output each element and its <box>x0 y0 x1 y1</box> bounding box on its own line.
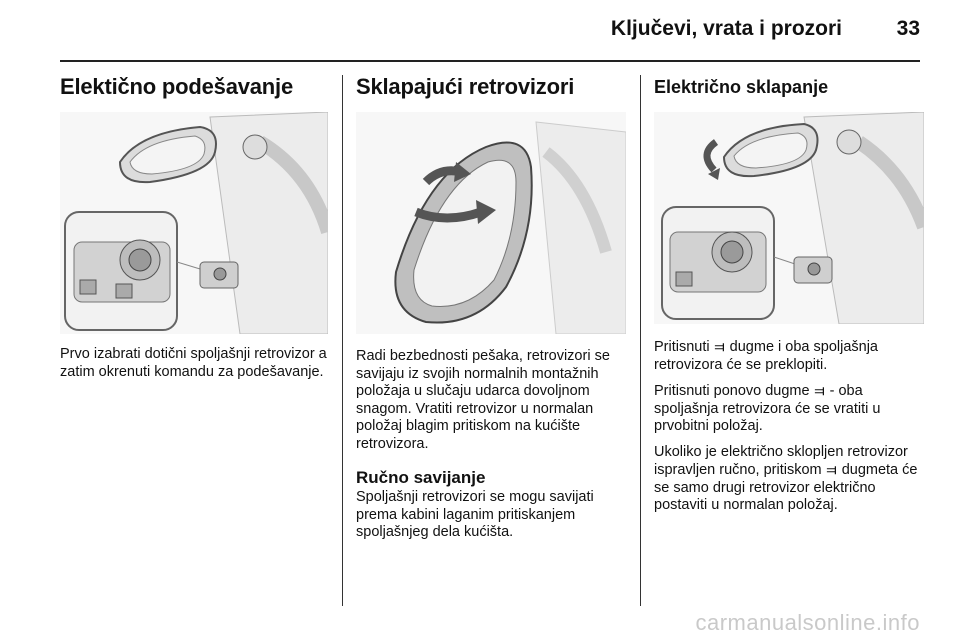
section-folding-mirrors <box>356 70 626 542</box>
section-heading: Elektično podešavanje <box>60 74 293 99</box>
paragraph <box>654 444 924 515</box>
subsection-heading: Ručno savijanje <box>356 468 486 487</box>
header-rule <box>60 60 920 62</box>
mirror-fold-button-icon: ⫤ <box>826 462 837 477</box>
mirror-fold-button-icon: ⫤ <box>814 383 825 398</box>
section-body: Prvo izabrati dotični spoljašnji retrovizor a zatim okrenuti komandu za podešavanje. <box>60 346 327 380</box>
column-divider <box>640 75 641 606</box>
mirror-fold-illustration <box>356 112 626 334</box>
watermark: carmanualsonline.info <box>695 610 920 635</box>
paragraph <box>654 382 924 436</box>
paragraph-text: - oba spoljašnja retrovizora će se vratiti u prvobitni položaj. <box>654 383 881 434</box>
paragraph-text: dugme i oba spoljašnja retrovizora će se preklopiti. <box>654 339 878 373</box>
paragraph-text: Ukoliko je električno sklopljen retrovizor ispravljen ručno, pritiskom <box>654 443 908 478</box>
section-electric-folding <box>654 70 924 523</box>
electric-fold-illustration <box>654 112 924 324</box>
paragraph <box>654 338 924 374</box>
mirror-fold-button-icon: ⫤ <box>714 339 725 354</box>
paragraph-text: Pritisnuti ponovo dugme <box>654 383 810 399</box>
section-body: Radi bezbednosti pešaka, retrovizori se savijaju iz svojih normalnih montažnih položaja u slučaju udarca dovoljnom snagom. Vratiti retrovizor u normalan položaj blagim pritiskom na kućište retrovizora. <box>356 348 610 452</box>
section-electric-adjust <box>60 70 328 381</box>
paragraph-text: Pritisnuti <box>654 339 710 355</box>
page-number: 33 <box>896 17 920 40</box>
mirror-adjust-illustration <box>60 112 328 334</box>
column-divider <box>342 75 343 606</box>
page-header <box>0 0 960 62</box>
section-heading: Sklapajući retrovizori <box>356 74 575 99</box>
header-title: Ključevi, vrata i prozori <box>610 17 842 40</box>
section-heading: Električno sklapanje <box>654 77 829 97</box>
paragraph-text: dugmeta će se samo drugi retrovizor električno postaviti u normalan položaj. <box>654 462 918 513</box>
subsection-body: Spoljašnji retrovizori se mogu savijati prema kabini laganim pritiskanjem spoljašnjeg dela kućišta. <box>356 489 594 540</box>
